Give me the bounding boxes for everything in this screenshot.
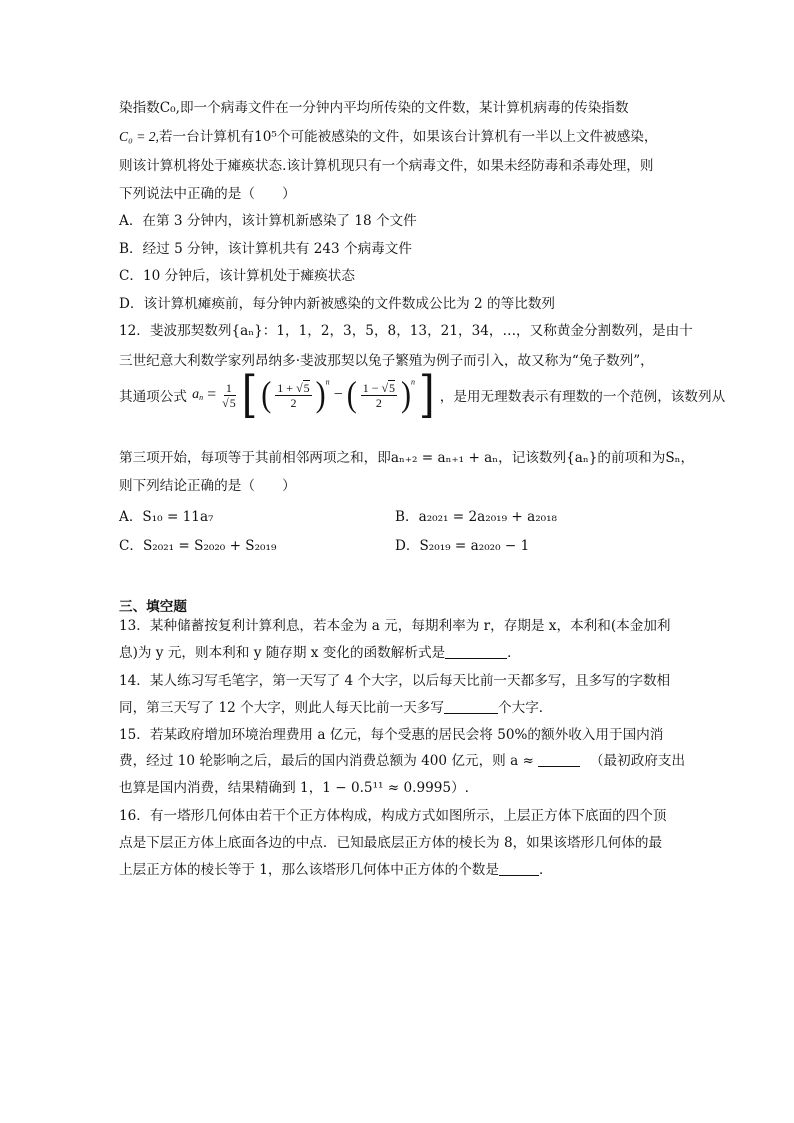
q16-line-3 xyxy=(119,861,553,879)
q12-line-2: 三世纪意大利数学家列昂纳多·斐波那契以兔子繁殖为例子而引入，故又称为“兔子数列”， xyxy=(119,353,654,369)
q14-line-1: 14．某人练习写毛笔字，第一天写了 4 个大字，以后每天比前一天都多写，且多写的字数相 xyxy=(119,673,671,689)
q16-line-3-end: ． xyxy=(539,862,553,878)
q12-line-1: 12．斐波那契数列{aₙ}：1，1，2，3，5，8，13，21，34，…，又称黄金分割数列，是由十 xyxy=(119,323,693,339)
q16-line-1: 16．有一塔形几何体由若干个正方体构成，构成方式如图所示，上层正方体下底面的四个顶 xyxy=(119,808,667,824)
section-heading-fill-in: 三、填空题 xyxy=(119,599,187,615)
q12-line-5: 则下列结论正确的是（ ） xyxy=(119,478,296,494)
q12-formula-prefix: 其通项公式 xyxy=(119,389,187,405)
q11-contagion-index: C₀ = 2, xyxy=(119,129,159,144)
q15-line-2-text: 费，经过 10 轮影响之后，最后的国内消费总额为 400 亿元，则 a ≈ xyxy=(119,753,534,769)
q16-line-2: 点是下层正方体上底面各边的中点．已知最底层正方体的棱长为 8，如果该塔形几何体的最 xyxy=(119,835,663,851)
q12-option-b: B．a₂₀₂₁ = 2a₂₀₁₉ + a₂₀₁₈ xyxy=(395,509,558,525)
q16-answer-blank[interactable] xyxy=(499,863,539,876)
q12-line-4: 第三项开始，每项等于其前相邻两项之和，即aₙ₊₂ = aₙ₊₁ + aₙ，记该数列{aₙ}的前项和为Sₙ， xyxy=(119,450,695,466)
q11-option-a: A．在第 3 分钟内，该计算机新感染了 18 个文件 xyxy=(119,213,417,229)
q13-line-2 xyxy=(119,644,521,662)
q13-line-1: 13．某种储蓄按复利计算利息，若本金为 a 元，每期利率为 r，存期是 x，本利和(本金加利 xyxy=(119,618,671,634)
q14-line-2-end: 个大字． xyxy=(498,700,553,716)
q11-option-c: C．10 分钟后，该计算机处于瘫痪状态 xyxy=(119,268,355,284)
q14-line-2-text: 同，第三天写了 12 个大字，则此人每天比前一天多写 xyxy=(119,700,445,716)
q12-formula-suffix: ，是用无理数表示有理数的一个范例，该数列从 xyxy=(439,389,726,405)
q13-answer-blank[interactable] xyxy=(445,646,507,659)
q15-line-2 xyxy=(119,752,685,770)
fibonacci-general-term-formula: $a_n$ = $\frac{1}{√5}$ [ ( $\frac{1 + √5}{2}$ )$^n$ − ( $\frac{1 - √5}{2}$ )$^n$ ] xyxy=(192,366,435,424)
q15-line-1: 15．若某政府增加环境治理费用 a 亿元，每个受惠的居民会将 50%的额外收入用于国内消 xyxy=(119,727,664,743)
q11-line-2 xyxy=(119,128,658,146)
q11-option-b: B．经过 5 分钟，该计算机共有 243 个病毒文件 xyxy=(119,241,412,257)
q12-option-c: C．S₂₀₂₁ = S₂₀₂₀ + S₂₀₁₉ xyxy=(119,538,277,554)
q11-line-4: 下列说法中正确的是（ ） xyxy=(119,186,296,202)
q16-line-3-text: 上层正方体的棱长等于 1，那么该塔形几何体中正方体的个数是 xyxy=(119,862,499,878)
q15-answer-blank[interactable] xyxy=(538,754,580,767)
q12-option-a: A．S₁₀ = 11a₇ xyxy=(119,509,214,525)
q11-option-d: D．该计算机瘫痪前，每分钟内新被感染的文件数成公比为 2 的等比数列 xyxy=(119,296,555,312)
q11-line-1: 染指数C₀,即一个病毒文件在一分钟内平均所传染的文件数，某计算机病毒的传染指数 xyxy=(119,100,629,116)
q11-line-3: 则该计算机将处于瘫痪状态.该计算机现只有一个病毒文件，如果未经防毒和杀毒处理，则 xyxy=(119,158,654,174)
q13-line-2-end: ． xyxy=(507,645,521,661)
q12-formula-line xyxy=(119,366,759,433)
q14-line-2 xyxy=(119,699,552,717)
q15-line-3: 也算是国内消费，结果精确到 1，1 − 0.5¹¹ ≈ 0.9995）. xyxy=(119,780,469,796)
q12-option-d: D．S₂₀₁₉ = a₂₀₂₀ − 1 xyxy=(395,538,530,554)
q13-line-2-text: 息)为 y 元，则本利和 y 随存期 x 变化的函数解析式是 xyxy=(119,645,446,661)
q14-answer-blank[interactable] xyxy=(444,701,498,714)
q15-line-2-end: （最初政府支出 xyxy=(589,753,686,769)
q11-line-2-text: 若一台计算机有10⁵个可能被感染的文件，如果该台计算机有一半以上文件被感染， xyxy=(158,129,658,145)
